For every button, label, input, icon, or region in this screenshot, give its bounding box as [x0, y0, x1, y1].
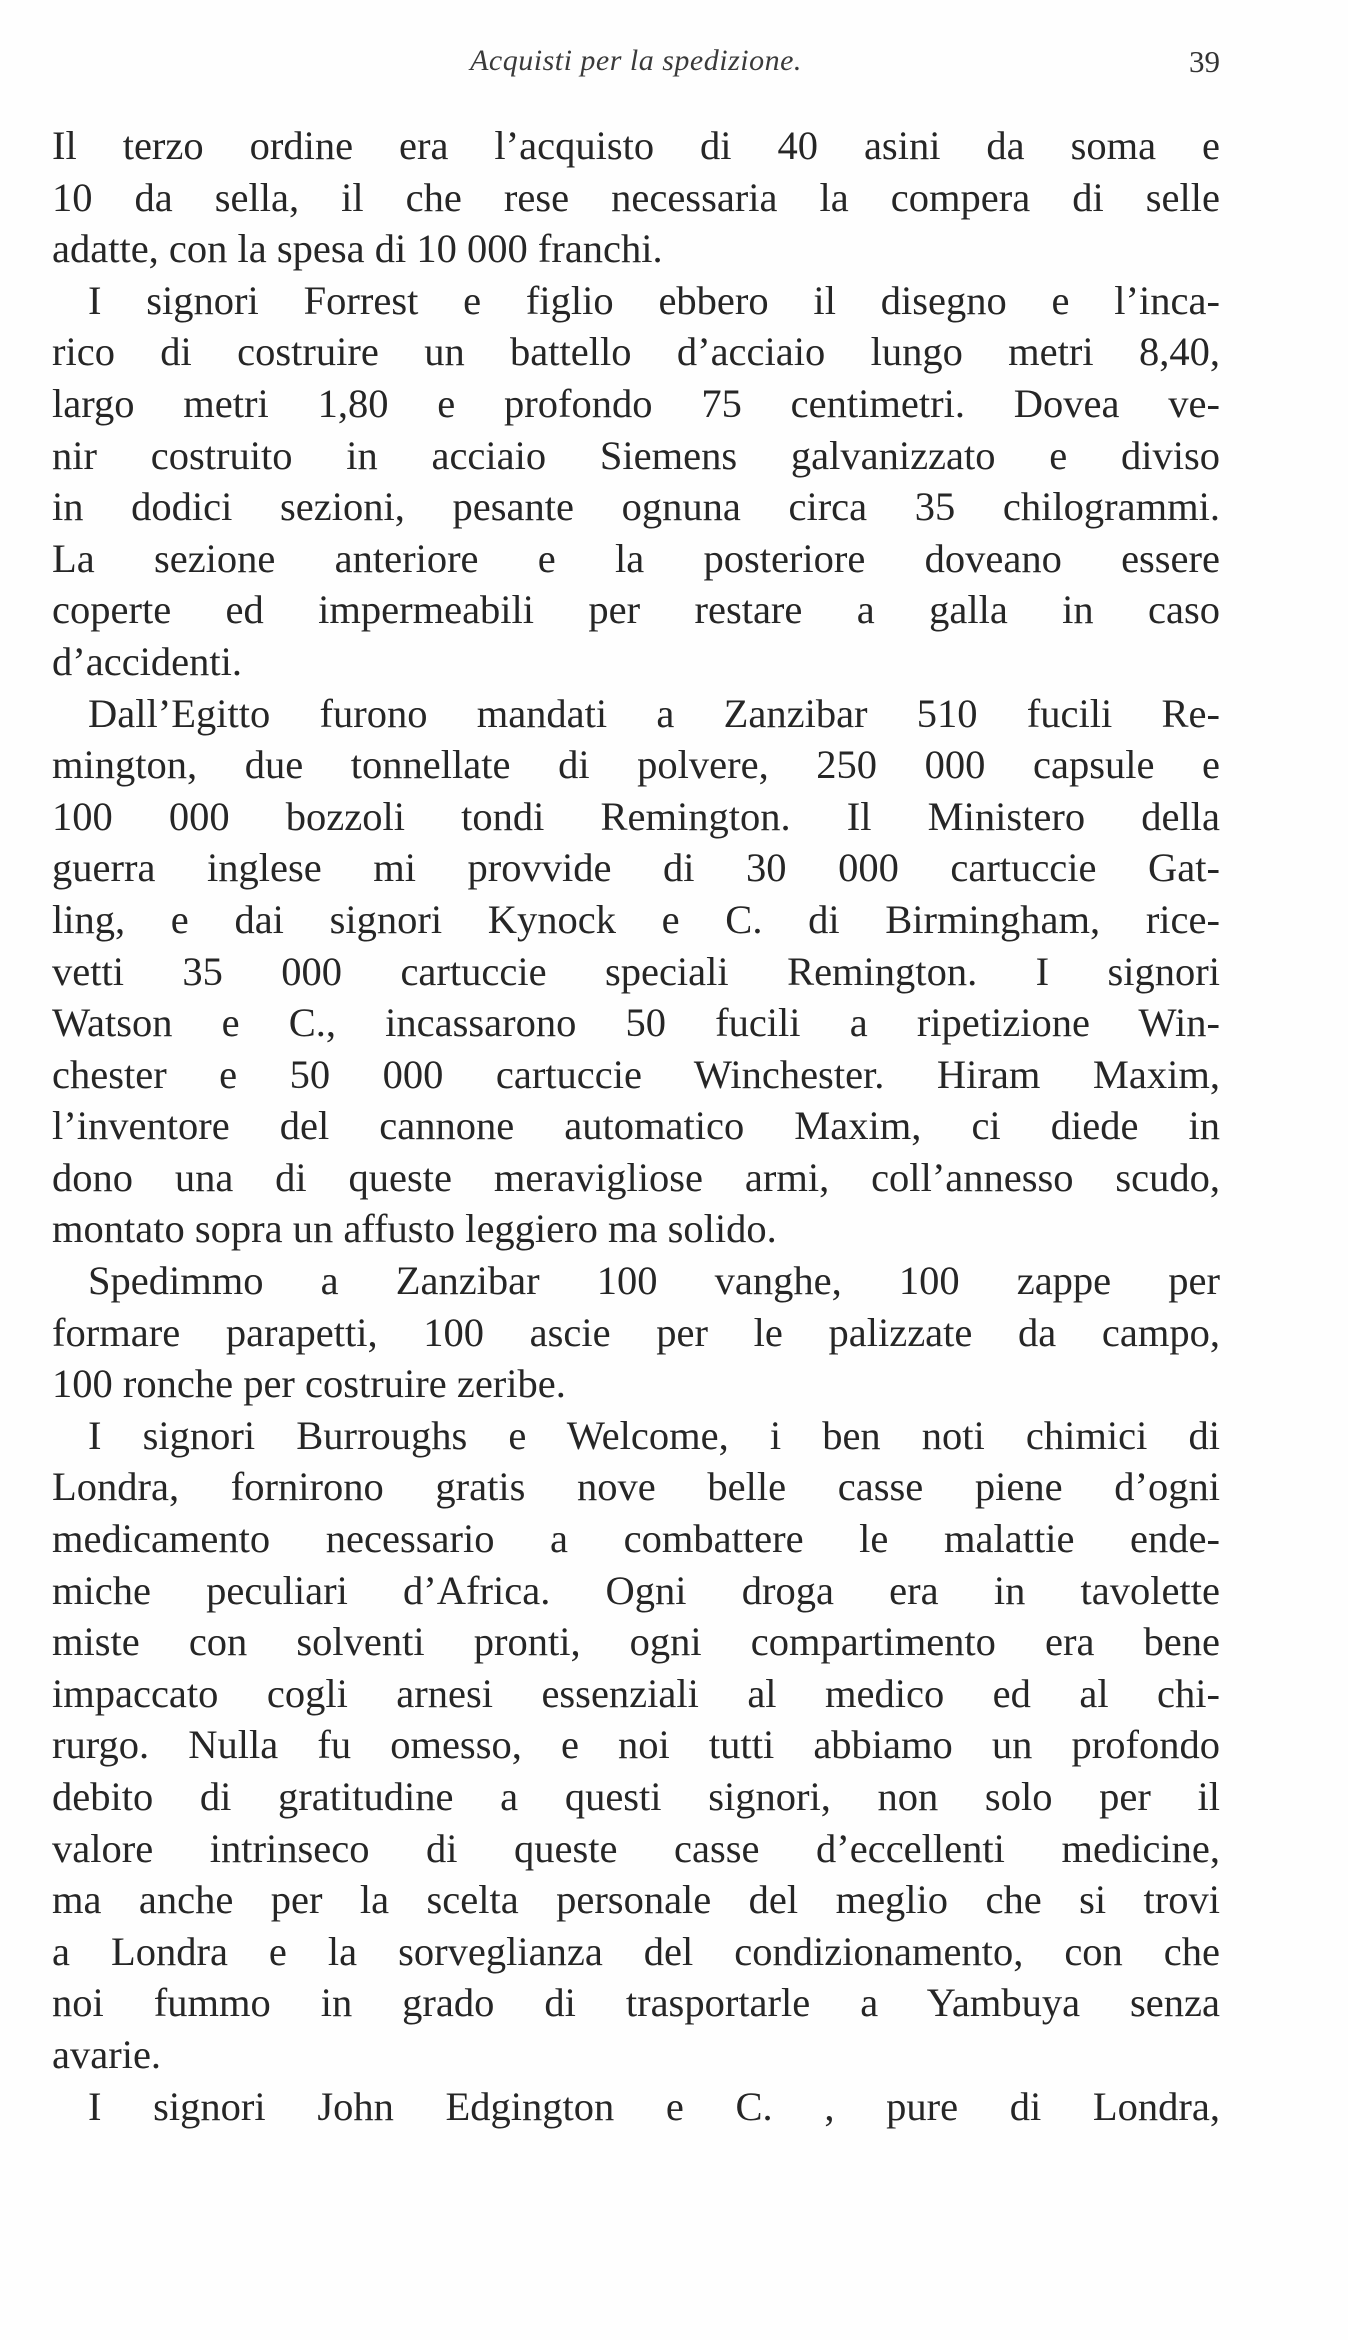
text-line: Londra, fornirono gratis nove belle casse piene d’ogni — [52, 1464, 1220, 1510]
text-line: chester e 50 000 cartuccie Winchester. Hiram Maxim, — [52, 1051, 1220, 1097]
text-line: in dodici sezioni, pesante ognuna circa 35 chilogrammi. — [52, 484, 1220, 530]
text-line: valore intrinseco di queste casse d’eccellenti medicine, — [52, 1825, 1220, 1871]
text-line: impaccato cogli arnesi essenziali al medico ed al chi- — [52, 1670, 1220, 1716]
text-line: formare parapetti, 100 ascie per le palizzate da campo, — [52, 1309, 1220, 1355]
text-line: Watson e C., incassarono 50 fucili a ripetizione Win- — [52, 1000, 1220, 1046]
text-line: debito di gratitudine a questi signori, non solo per il — [52, 1774, 1220, 1819]
page-number: 39 — [1189, 44, 1220, 79]
text-line: I signori Forrest e figlio ebbero il disegno e l’inca- — [88, 277, 1220, 323]
text-line: avarie. — [52, 2031, 162, 2077]
text-line: vetti 35 000 cartuccie speciali Remington. I signori — [52, 948, 1220, 994]
text-line: rico di costruire un battello d’acciaio lungo metri 8,40, — [52, 329, 1220, 375]
text-line: La sezione anteriore e la posteriore doveano essere — [52, 535, 1220, 581]
text-line: 100 000 bozzoli tondi Remington. Il Ministero della — [52, 793, 1220, 839]
body-text — [52, 120, 1220, 2132]
text-line: nir costruito in acciaio Siemens galvanizzato e diviso — [52, 432, 1220, 478]
text-line: Dall’Egitto furono mandati a Zanzibar 510 fucili Re- — [88, 690, 1220, 736]
text-line: adatte, con la spesa di 10 000 franchi. — [52, 226, 663, 272]
text-line: noi fummo in grado di trasportarle a Yambuya senza — [52, 1980, 1220, 2026]
text-line: miche peculiari d’Africa. Ogni droga era in tavolette — [52, 1567, 1220, 1613]
text-line: 10 da sella, il che rese necessaria la compera di selle — [52, 174, 1220, 220]
running-header — [52, 44, 1220, 84]
text-line: I signori Burroughs e Welcome, i ben noti chimici di — [88, 1412, 1220, 1458]
text-line: Il terzo ordine era l’acquisto di 40 asini da soma e — [52, 123, 1220, 168]
text-line: largo metri 1,80 e profondo 75 centimetri. Dovea ve- — [52, 380, 1220, 426]
text-line: l’inventore del cannone automatico Maxim, ci diede in — [52, 1103, 1220, 1149]
running-title: Acquisti per la spedizione. — [470, 44, 802, 77]
text-line: ma anche per la scelta personale del meglio che si trovi — [52, 1877, 1220, 1923]
text-line: dono una di queste meravigliose armi, coll’annesso scudo, — [52, 1154, 1220, 1200]
text-line: medicamento necessario a combattere le malattie ende- — [52, 1516, 1220, 1562]
text-line: d’accidenti. — [52, 638, 243, 684]
text-line: ling, e dai signori Kynock e C. di Birmingham, rice- — [52, 896, 1220, 942]
text-line: montato sopra un affusto leggiero ma solido. — [52, 1206, 777, 1252]
text-line: mington, due tonnellate di polvere, 250 000 capsule e — [52, 742, 1220, 788]
text-line: a Londra e la sorveglianza del condizionamento, con che — [52, 1928, 1220, 1974]
text-line: guerra inglese mi provvide di 30 000 cartuccie Gat- — [52, 845, 1220, 891]
text-line: 100 ronche per costruire zeribe. — [52, 1361, 566, 1407]
text-line: miste con solventi pronti, ogni compartimento era bene — [52, 1619, 1220, 1665]
text-line: I signori John Edgington e C. , pure di Londra, — [88, 2083, 1220, 2129]
text-line: rurgo. Nulla fu omesso, e noi tutti abbiamo un profondo — [52, 1722, 1220, 1768]
text-line: Spedimmo a Zanzibar 100 vanghe, 100 zappe per — [88, 1258, 1220, 1304]
text-line: coperte ed impermeabili per restare a galla in caso — [52, 587, 1220, 633]
